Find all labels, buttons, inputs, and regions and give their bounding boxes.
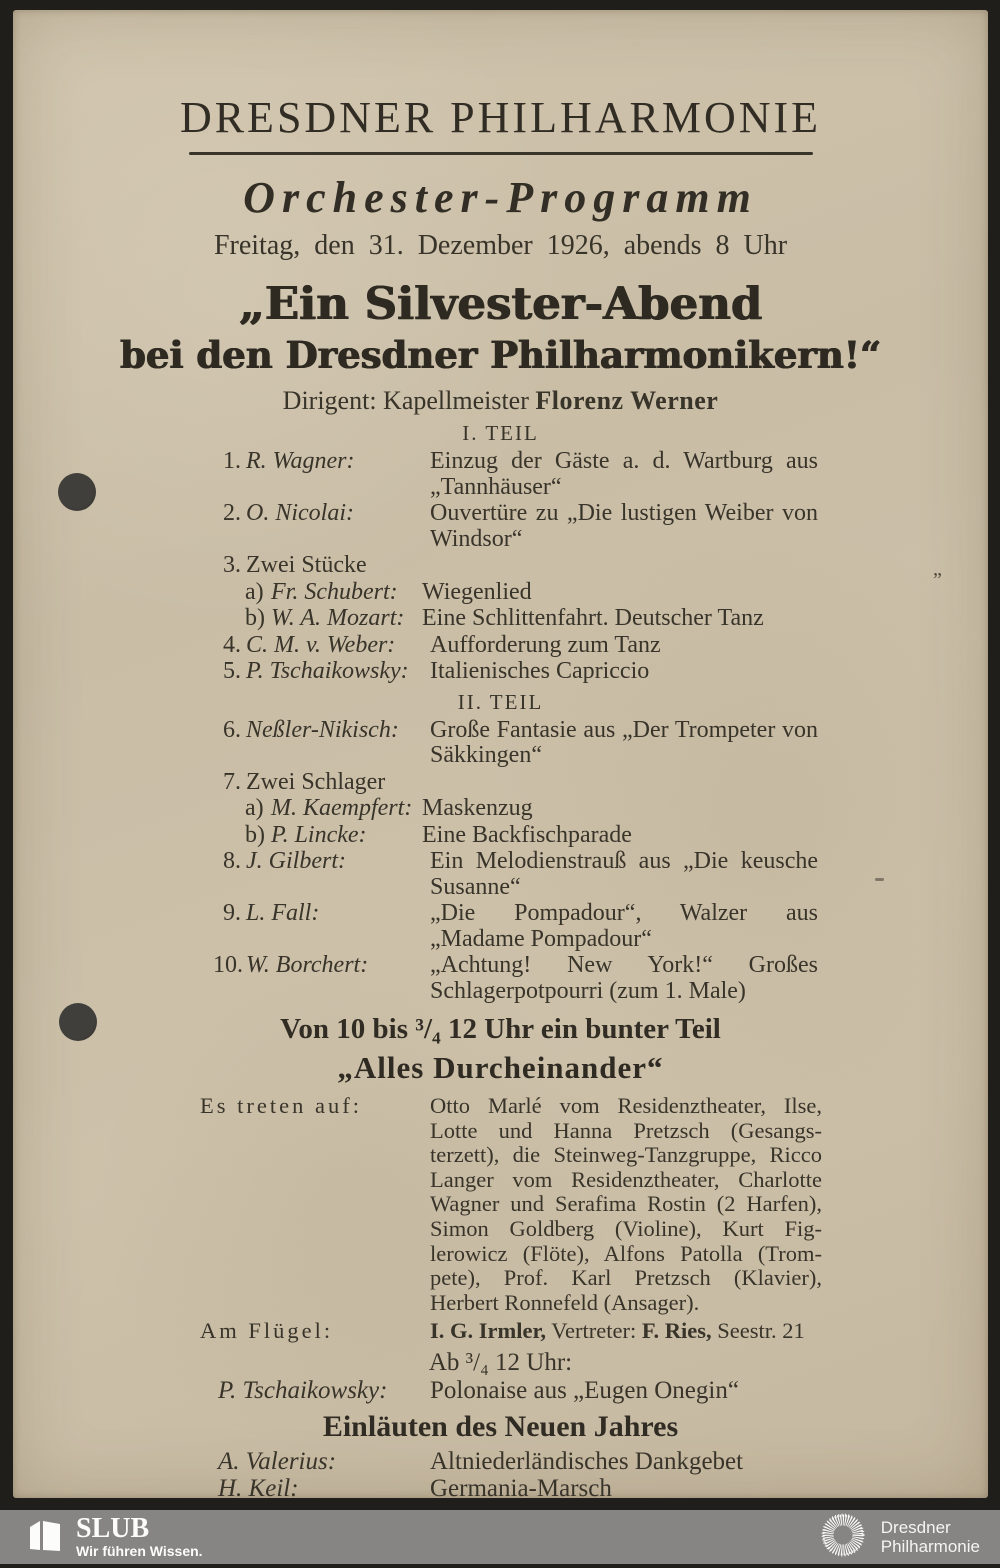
cast-line: terzett), die Steinweg-Tanzgruppe, Ricco [430, 1142, 822, 1168]
cast-lines [430, 1094, 822, 1315]
finale-piece: Germania-Marsch [430, 1475, 612, 1503]
item-piece [430, 770, 818, 796]
finale-item [218, 1475, 988, 1502]
item-number: 6. [223, 716, 241, 743]
philharmonie-name-line1: Dresdner [880, 1518, 951, 1537]
item-number: 2. [223, 500, 241, 526]
item-number: 3. [223, 552, 241, 578]
am-fluegel-row [200, 1318, 988, 1344]
philharmonie-name-line2: Philharmonie [880, 1537, 980, 1556]
event-title-line1: „Ein Silvester-Abend [238, 277, 763, 330]
item-composer: J. Gilbert: [246, 848, 346, 874]
conductor-prefix: Dirigent: Kapellmeister [282, 386, 536, 415]
program-item [213, 770, 988, 796]
conductor-name: Florenz Werner [535, 386, 719, 415]
item-piece: Maskenzug [422, 795, 533, 821]
program-item [245, 796, 988, 822]
item-number: b) [245, 605, 265, 631]
event-title-line2: bei den Dresdner Philharmonikern!“ [119, 333, 882, 377]
item-piece: Ouvertüre zu „Die lustigen Weiber von Windsor“ [430, 500, 818, 552]
slub-name: SLUB [76, 1512, 150, 1544]
cast-line: Lotte und Hanna Pretzsch (Gesangs- [430, 1117, 822, 1143]
date-line: Freitag, den 31. Dezember 1926, abends 8 Uhr [213, 230, 788, 261]
am-fluegel-label: Am Flügel: [200, 1318, 334, 1344]
item-composer: P. Lincke: [271, 821, 367, 848]
item-number: 7. [223, 768, 241, 795]
item-composer: M. Kaempfert: [271, 795, 413, 821]
program-item [213, 659, 988, 685]
item-piece: Eine Schlittenfahrt. Deutscher Tanz [422, 605, 764, 631]
item-number: 5. [223, 658, 241, 684]
paper-speck: „ [933, 558, 942, 580]
slub-book-icon [28, 1516, 62, 1558]
ab-time-line: Ab ³/₄ 12 Uhr: [428, 1349, 573, 1377]
program-item [245, 580, 988, 606]
item-composer: L. Fall: [246, 900, 320, 926]
cast-label: Es treten auf: [200, 1093, 362, 1118]
bunter-teil-line: Von 10 bis ³/₄ 12 Uhr ein bunter Teil [280, 1013, 721, 1045]
polonaise-composer: P. Tschaikowsky: [218, 1377, 388, 1405]
item-composer: Zwei Schlager [246, 768, 386, 795]
am-fluegel-text: Seestr. 21 [711, 1318, 805, 1344]
hole-punch-top [58, 473, 96, 511]
cast-line: lerowicz (Flöte), Alfons Patolla (Trom- [430, 1240, 822, 1266]
item-piece [430, 553, 818, 579]
item-piece: Große Fantasie aus „Der Trompeter von Säkkingen“ [430, 716, 818, 768]
polonaise-row [218, 1377, 988, 1404]
am-fluegel-value [430, 1318, 830, 1344]
item-piece: Ein Melodienstrauß aus „Die keusche Susanne“ [430, 848, 818, 900]
am-fluegel-text: Vertreter: [546, 1318, 642, 1344]
program-item [213, 718, 988, 769]
program-part2-list [13, 718, 988, 1005]
bunter-teil-title: „Alles Durcheinander“ [337, 1050, 664, 1085]
item-number: 4. [223, 631, 241, 658]
item-composer: Neßler-Nikisch: [246, 716, 399, 743]
philharmonie-logo[interactable] [815, 1507, 980, 1568]
item-composer: Zwei Stücke [246, 552, 367, 578]
part1-heading: I. TEIL [462, 421, 539, 445]
cast-line: Langer vom Residenztheater, Charlotte [430, 1166, 822, 1192]
polonaise-piece: Polonaise aus „Eugen Onegin“ [430, 1377, 739, 1405]
item-number: b) [245, 821, 265, 848]
program-item [245, 823, 988, 849]
program-item [213, 901, 988, 952]
item-composer: C. M. v. Weber: [246, 631, 396, 658]
hole-punch-bottom [59, 1003, 97, 1041]
item-number: a) [245, 578, 264, 605]
item-number: a) [245, 795, 264, 821]
finale-item [218, 1448, 988, 1475]
item-number: 1. [223, 448, 241, 474]
program-item [213, 953, 988, 1004]
program-item [245, 606, 988, 632]
cast-line: Simon Goldberg (Violine), Kurt Fig- [430, 1215, 822, 1241]
item-piece: „Achtung! New York!“ Großes Schlagerpotpourri (zum 1. Male) [430, 952, 818, 1004]
finale-composer: A. Valerius: [218, 1448, 337, 1476]
slub-logo[interactable] [28, 1512, 203, 1559]
program-item [213, 633, 988, 659]
cast-line: pete), Prof. Karl Pretzsch (Klavier), [430, 1265, 822, 1291]
cast-line: Herbert Ronnefeld (Ansager). [430, 1289, 700, 1315]
program-type-title: Orchester-Programm [243, 173, 758, 222]
finale-heading: Einläuten des Neuen Jahres [322, 1410, 679, 1444]
cast-line: Wagner und Serafima Rostin (2 Harfen), [430, 1191, 822, 1217]
item-composer: W. Borchert: [246, 952, 369, 978]
part2-heading: II. TEIL [457, 689, 544, 714]
item-composer: R. Wagner: [246, 448, 355, 474]
item-piece: Aufforderung zum Tanz [430, 631, 661, 658]
item-number: 9. [223, 900, 241, 926]
header-rule [189, 152, 813, 155]
finale-list [13, 1448, 988, 1502]
cast-line: Otto Marlé vom Residenztheater, Ilse, [430, 1093, 822, 1118]
institution-title: DRESDNER PHILHARMONIE [179, 93, 822, 142]
finale-piece: Altniederländisches Dankgebet [430, 1448, 744, 1476]
item-composer: O. Nicolai: [246, 500, 354, 526]
program-scan [13, 10, 988, 1503]
item-composer: W. A. Mozart: [271, 605, 405, 631]
slub-tagline: Wir führen Wissen. [76, 1542, 203, 1559]
item-piece: Wiegenlied [422, 578, 532, 605]
item-piece: Eine Backfischparade [422, 821, 632, 848]
am-fluegel-name: F. Ries, [641, 1318, 712, 1344]
item-composer: Fr. Schubert: [271, 578, 398, 605]
item-number: 8. [223, 848, 241, 874]
program-item [213, 553, 988, 579]
item-composer: P. Tschaikowsky: [246, 658, 409, 684]
sunburst-icon [815, 1507, 871, 1568]
item-piece: Italienisches Capriccio [430, 658, 650, 684]
am-fluegel-name: I. G. Irmler, [430, 1318, 547, 1344]
item-piece: „Die Pompadour“, Walzer aus „Madame Pompadour“ [430, 900, 818, 952]
paper-speck [875, 878, 884, 881]
program-part1-list [13, 449, 988, 685]
conductor-line [13, 386, 988, 416]
program-item [213, 501, 988, 552]
finale-composer: H. Keil: [218, 1475, 299, 1503]
item-piece: Einzug der Gäste a. d. Wartburg aus „Tannhäuser“ [430, 448, 818, 500]
program-item [213, 449, 988, 500]
program-item [213, 849, 988, 900]
viewer-footer-bar [0, 1510, 1000, 1564]
cast-block [200, 1094, 988, 1315]
item-number: 10. [213, 952, 243, 978]
